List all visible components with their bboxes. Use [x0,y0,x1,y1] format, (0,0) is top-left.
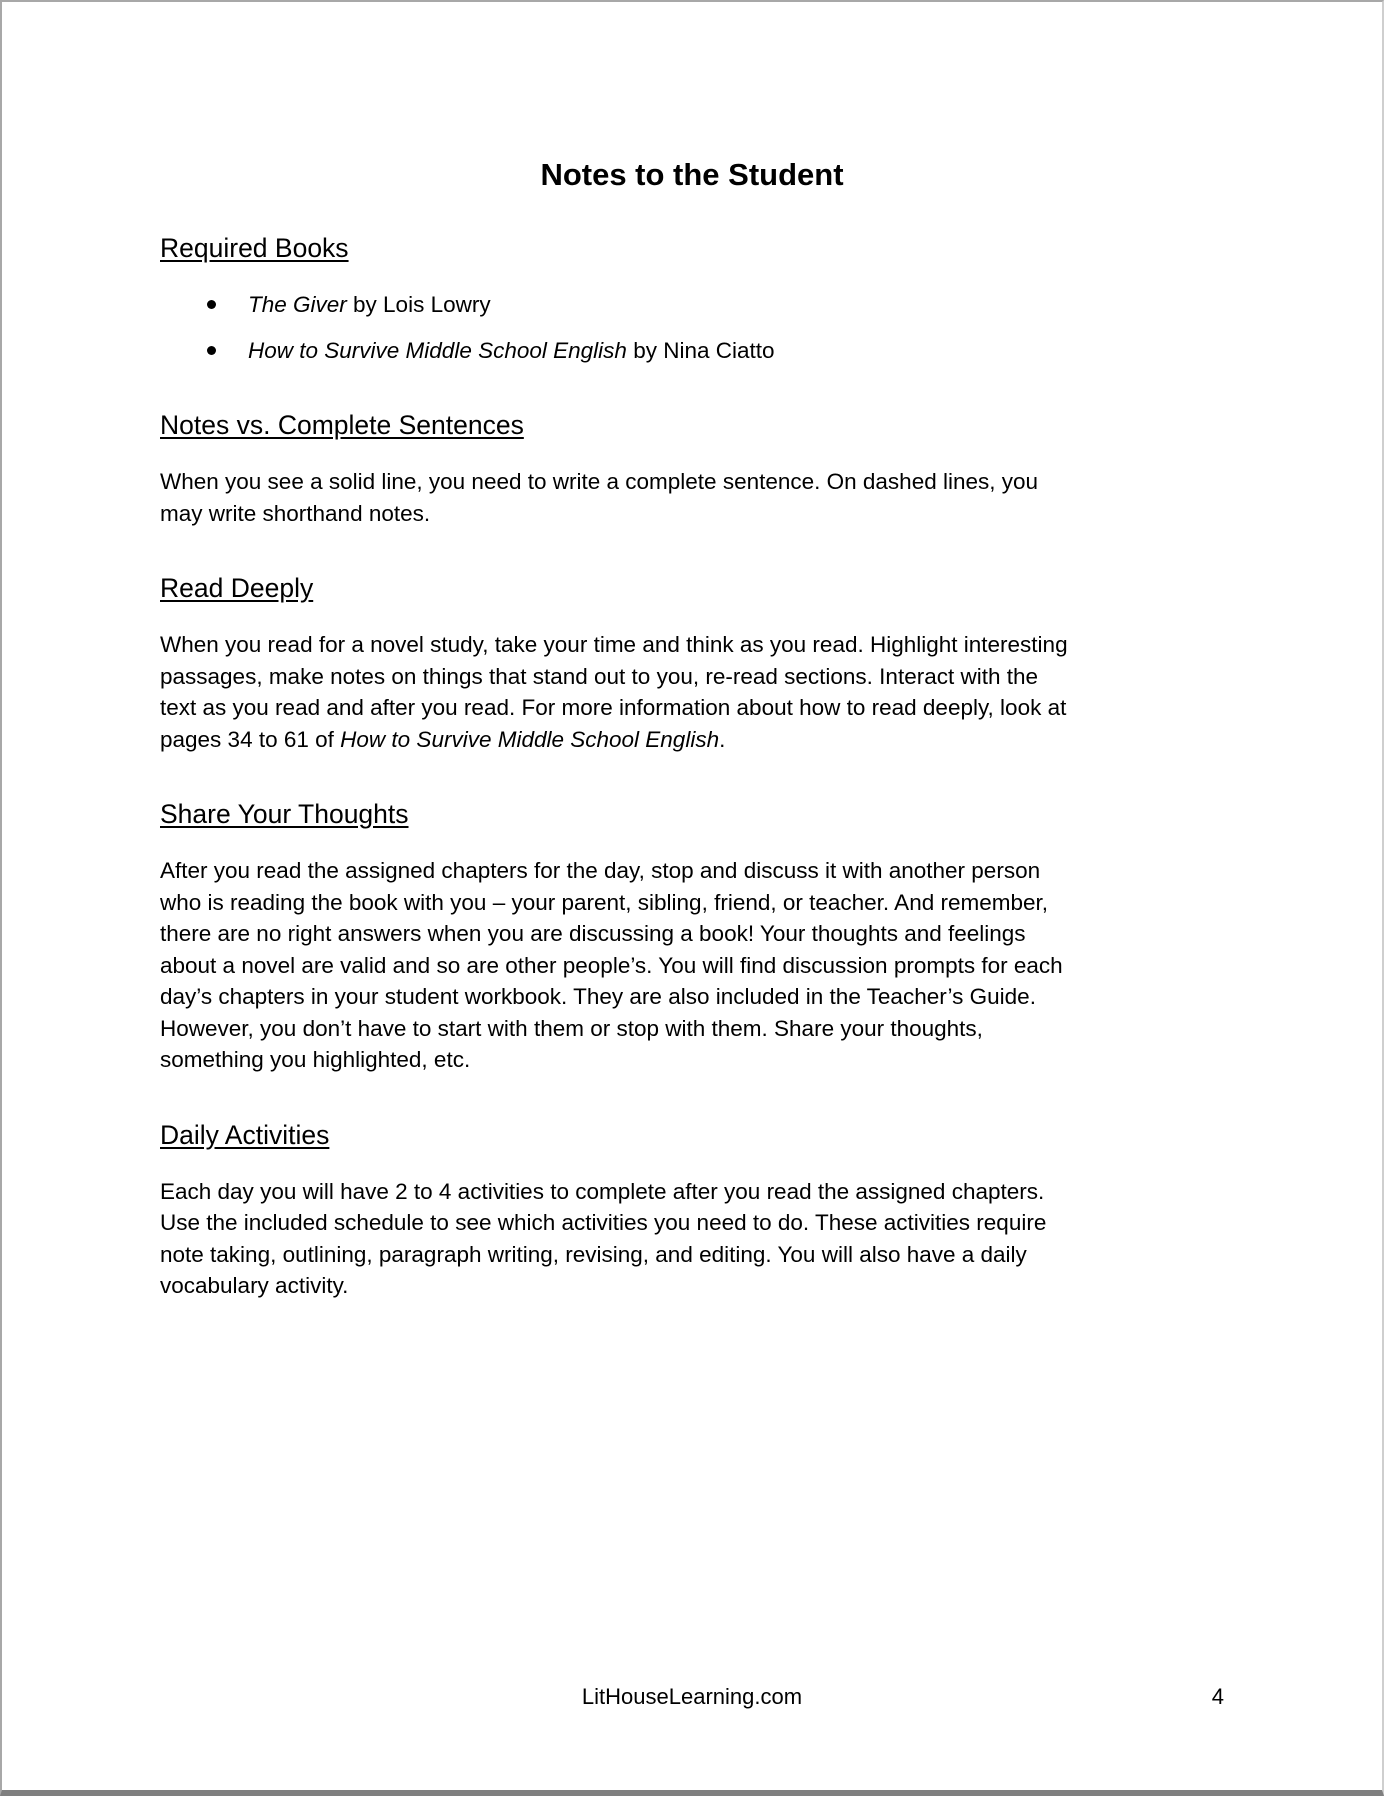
notes-vs-sentences-paragraph: When you see a solid line, you need to write a complete sentence. On dashed lines, you may write shorthand notes. [160,469,1039,526]
section-share-your-thoughts [160,797,1076,1076]
required-books-list [160,289,1076,366]
section-heading-required-books: Required Books [160,233,349,263]
section-notes-vs-sentences [160,408,1076,529]
bullet-icon [207,300,216,309]
section-heading-share-your-thoughts: Share Your Thoughts [160,799,409,829]
page-content [160,231,1076,1302]
section-daily-activities [160,1118,1076,1302]
section-required-books [160,231,1076,366]
page-title: Notes to the Student [540,157,844,192]
daily-activities-paragraph: Each day you will have 2 to 4 activities to complete after you read the assigned chapters. Use the included schedule to see which activities you need to do. These activities require note taking, outlining, paragraph writing, revising, and editing. You will also have a daily vocabulary activity. [160,1178,1047,1298]
section-heading-read-deeply: Read Deeply [160,573,314,603]
book-1-text: The Giver by Lois Lowry [248,292,491,317]
section-read-deeply [160,571,1076,755]
footer-site-text: LitHouseLearning.com [581,1684,803,1709]
book-2-text: How to Survive Middle School English by Nina Ciatto [248,337,775,363]
list-item-book-1 [160,289,1076,321]
read-deeply-paragraph: When you read for a novel study, take your time and think as you read. Highlight interesting passages, make notes on things that stand out to you, re-read sections. Interact with the text as you read and after you read. For more information about how to read deeply, look at pages 34 to 61 of How to Survive Middle School English. [160,632,1068,752]
bullet-icon [207,346,216,355]
section-heading-daily-activities: Daily Activities [160,1119,330,1150]
section-heading-notes-vs-sentences: Notes vs. Complete Sentences [160,410,524,440]
share-your-thoughts-paragraph: After you read the assigned chapters for the day, stop and discuss it with another person who is reading the book with you – your parent, sibling, friend, or teacher. And remember, there are no right answers when you are discussing a book! Your thoughts and feelings about a novel are valid and so are other people’s. You will find discussion prompts for each day’s chapters in your student workbook. They are also included in the Teacher’s Guide. However, you don’t have to start with them or stop with them. Share your thoughts, something you highlighted, etc. [160,858,1063,1072]
page-number: 4 [1211,1684,1224,1709]
page-footer [2,1682,1382,1712]
list-item-book-2 [160,335,1076,367]
